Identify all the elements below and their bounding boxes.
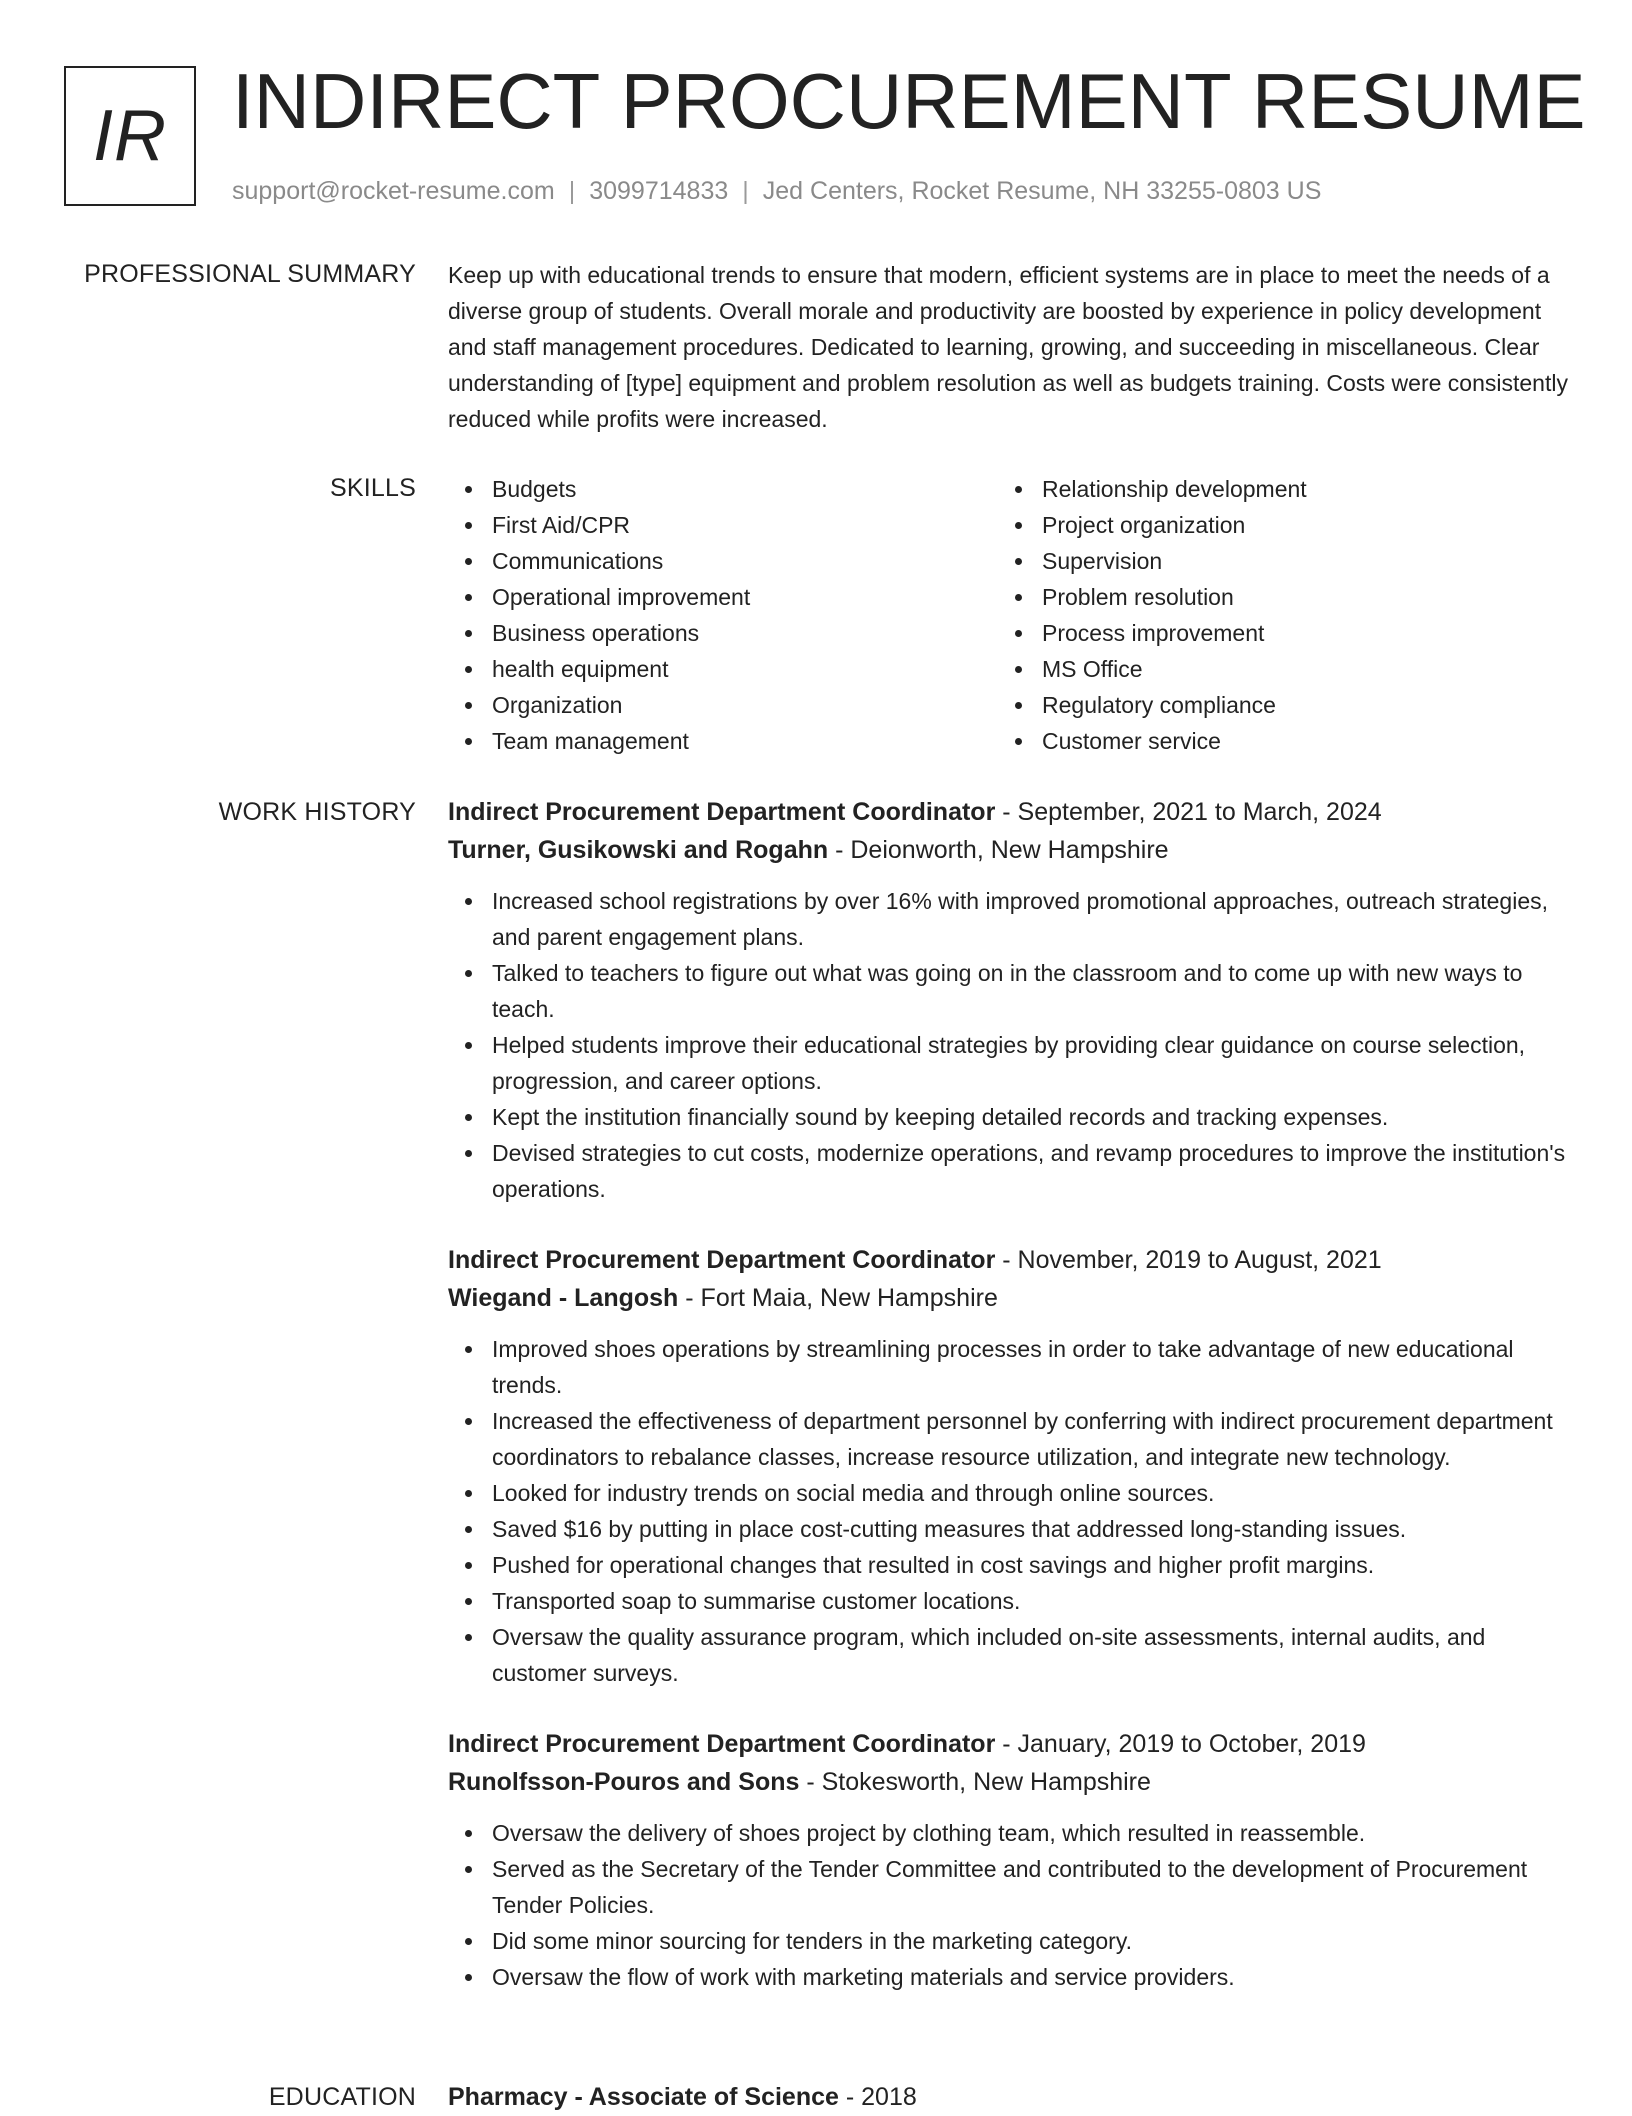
- job-bullet: Increased the effectiveness of department personnel by conferring with indirect procurement department coordinators to rebalance classes, increase resource utilization, and integrate new technology.: [448, 1403, 1568, 1475]
- job-bullet: Improved shoes operations by streamlining processes in order to take advantage of new educational trends.: [448, 1331, 1568, 1403]
- job-dates: - September, 2021 to March, 2024: [995, 798, 1382, 826]
- skills-list-left: [448, 471, 998, 759]
- section-label-work-history: WORK HISTORY: [218, 798, 416, 826]
- job-title: Indirect Procurement Department Coordinator: [448, 798, 996, 826]
- job-company-line: [448, 1279, 1568, 1317]
- job-bullet: Saved $16 by putting in place cost-cutting measures that addressed long-standing issues.: [448, 1511, 1568, 1547]
- job-bullet-list: [448, 883, 1568, 1207]
- monogram-box: [64, 66, 196, 206]
- skills-list-right: [998, 471, 1548, 759]
- job-company: Wiegand - Langosh: [448, 1284, 679, 1312]
- skill-item: Team management: [448, 723, 998, 759]
- skill-item: Customer service: [998, 723, 1548, 759]
- skill-item: Budgets: [448, 471, 998, 507]
- section-label-skills: SKILLS: [330, 474, 416, 502]
- job-title: Indirect Procurement Department Coordinator: [448, 1246, 996, 1274]
- job-bullet: Devised strategies to cut costs, modernize operations, and revamp procedures to improve the institution's operations.: [448, 1135, 1568, 1207]
- monogram-initials: IR: [93, 96, 167, 176]
- education-entry: [448, 2078, 1568, 2116]
- skill-item: Supervision: [998, 543, 1548, 579]
- job-location: - Deionworth, New Hampshire: [828, 836, 1169, 864]
- job-bullet: Transported soap to summarise customer locations.: [448, 1583, 1568, 1619]
- contact-separator: |: [568, 177, 576, 205]
- skill-item: Relationship development: [998, 471, 1548, 507]
- job-bullet: Oversaw the flow of work with marketing materials and service providers.: [448, 1959, 1568, 1995]
- education-year: - 2018: [838, 2083, 917, 2111]
- skill-item: Communications: [448, 543, 998, 579]
- job-bullet: Kept the institution financially sound by keeping detailed records and tracking expenses.: [448, 1099, 1568, 1135]
- skill-item: Organization: [448, 687, 998, 723]
- skill-item: Operational improvement: [448, 579, 998, 615]
- job-location: - Stokesworth, New Hampshire: [799, 1768, 1151, 1796]
- job-entry: [448, 1725, 1568, 1995]
- resume-title: INDIRECT PROCUREMENT RESUME: [232, 57, 1586, 145]
- skill-item: Project organization: [998, 507, 1548, 543]
- job-bullet-list: [448, 1331, 1568, 1691]
- job-entry: [448, 1241, 1568, 1691]
- skill-item: Business operations: [448, 615, 998, 651]
- job-company: Runolfsson-Pouros and Sons: [448, 1768, 800, 1796]
- job-bullet: Increased school registrations by over 16% with improved promotional approaches, outreach strategies, and parent engagement plans.: [448, 883, 1568, 955]
- work-history-section: [448, 793, 1568, 2029]
- job-company: Turner, Gusikowski and Rogahn: [448, 836, 829, 864]
- contact-phone[interactable]: 3099714833: [589, 177, 729, 205]
- skills-grid: [448, 471, 1568, 759]
- job-bullet: Served as the Secretary of the Tender Committee and contributed to the development of Procurement Tender Policies.: [448, 1851, 1568, 1923]
- skill-item: MS Office: [998, 651, 1548, 687]
- summary-section: [448, 257, 1568, 437]
- contact-address: Jed Centers, Rocket Resume, NH 33255-0803 US: [762, 177, 1322, 205]
- contact-email[interactable]: support@rocket-resume.com: [232, 177, 555, 205]
- job-company-line: [448, 1763, 1568, 1801]
- education-degree: Pharmacy - Associate of Science: [448, 2083, 839, 2111]
- summary-text: Keep up with educational trends to ensure that modern, efficient systems are in place to meet the needs of a diverse group of students. Overall morale and productivity are boosted by experience in policy development and staff management procedures. Dedicated to learning, growing, and succeeding in miscellaneous. Clear understanding of [type] equipment and problem resolution as well as budgets training. Costs were consistently reduced while profits were increased.: [448, 262, 1568, 432]
- section-label-education: EDUCATION: [268, 2083, 416, 2111]
- job-title-line: [448, 793, 1568, 831]
- job-bullet: Oversaw the quality assurance program, which included on-site assessments, internal audits, and customer surveys.: [448, 1619, 1568, 1691]
- job-bullet: Oversaw the delivery of shoes project by clothing team, which resulted in reassemble.: [448, 1815, 1568, 1851]
- job-bullet: Helped students improve their educational strategies by providing clear guidance on course selection, progression, and career options.: [448, 1027, 1568, 1099]
- job-dates: - January, 2019 to October, 2019: [995, 1730, 1366, 1758]
- job-title: Indirect Procurement Department Coordinator: [448, 1730, 996, 1758]
- job-dates: - November, 2019 to August, 2021: [995, 1246, 1382, 1274]
- skill-item: Regulatory compliance: [998, 687, 1548, 723]
- job-bullet: Did some minor sourcing for tenders in the marketing category.: [448, 1923, 1568, 1959]
- job-location: - Fort Maia, New Hampshire: [678, 1284, 998, 1312]
- contact-line: [232, 175, 1321, 207]
- job-company-line: [448, 831, 1568, 869]
- job-bullet: Talked to teachers to figure out what was going on in the classroom and to come up with new ways to teach.: [448, 955, 1568, 1027]
- job-bullet: Pushed for operational changes that resulted in cost savings and higher profit margins.: [448, 1547, 1568, 1583]
- skill-item: Problem resolution: [998, 579, 1548, 615]
- job-title-line: [448, 1725, 1568, 1763]
- education-section: [448, 2078, 1568, 2116]
- job-entry: [448, 793, 1568, 1207]
- job-bullet: Looked for industry trends on social media and through online sources.: [448, 1475, 1568, 1511]
- job-title-line: [448, 1241, 1568, 1279]
- section-label-summary: PROFESSIONAL SUMMARY: [84, 260, 416, 288]
- skill-item: First Aid/CPR: [448, 507, 998, 543]
- job-bullet-list: [448, 1815, 1568, 1995]
- skill-item: health equipment: [448, 651, 998, 687]
- contact-separator: |: [742, 177, 749, 205]
- skills-section: [448, 471, 1568, 759]
- skill-item: Process improvement: [998, 615, 1548, 651]
